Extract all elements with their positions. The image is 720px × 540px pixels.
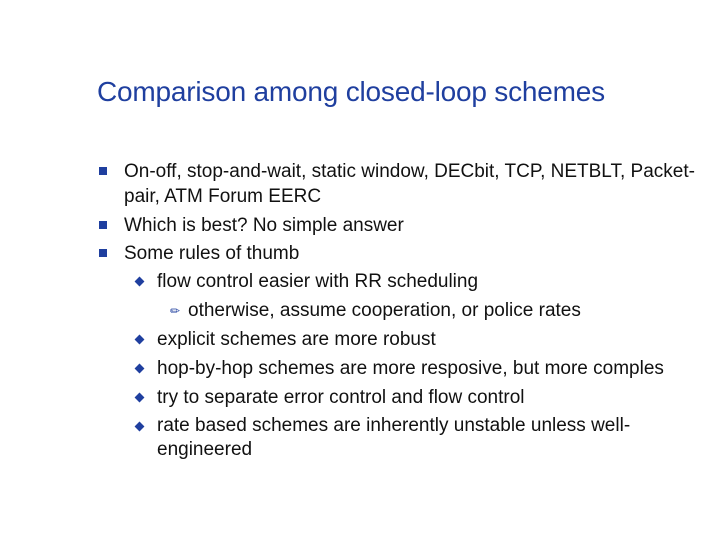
bullet-item	[0, 412, 720, 462]
bullet-item	[0, 211, 720, 240]
bullet-text: flow control easier with RR scheduling	[157, 271, 479, 292]
bullet-list	[0, 158, 720, 461]
bullet-item	[0, 383, 720, 412]
bullet-item	[0, 239, 720, 268]
bullet-item	[0, 157, 720, 207]
bullet-item	[0, 296, 720, 325]
bullet-item	[0, 354, 720, 383]
bullet-text: otherwise, assume cooperation, or police rates	[188, 300, 581, 321]
square-bullet-icon	[99, 167, 107, 175]
diamond-bullet-icon	[135, 364, 145, 374]
bullet-text: hop-by-hop schemes are more resposive, but more comples	[157, 358, 664, 379]
bullet-text: explicit schemes are more robust	[157, 329, 436, 350]
bullet-item	[0, 325, 720, 354]
pen-bullet-icon: ✏	[170, 304, 181, 318]
slide-title: Comparison among closed-loop schemes	[97, 76, 605, 107]
bullet-item	[0, 267, 720, 296]
square-bullet-icon	[99, 249, 107, 257]
diamond-bullet-icon	[135, 422, 145, 432]
diamond-bullet-icon	[135, 335, 145, 345]
bullet-text: try to separate error control and flow control	[157, 387, 525, 408]
diamond-bullet-icon	[135, 277, 145, 287]
square-bullet-icon	[99, 221, 107, 229]
bullet-text: Which is best? No simple answer	[124, 215, 404, 236]
bullet-text: Some rules of thumb	[124, 243, 300, 264]
bullet-text: On-off, stop-and-wait, static window, DECbit, TCP, NETBLT, Packet-pair, ATM Forum EERC	[124, 161, 695, 207]
diamond-bullet-icon	[135, 393, 145, 403]
bullet-text: rate based schemes are inherently unstable unless well-engineered	[157, 415, 631, 460]
